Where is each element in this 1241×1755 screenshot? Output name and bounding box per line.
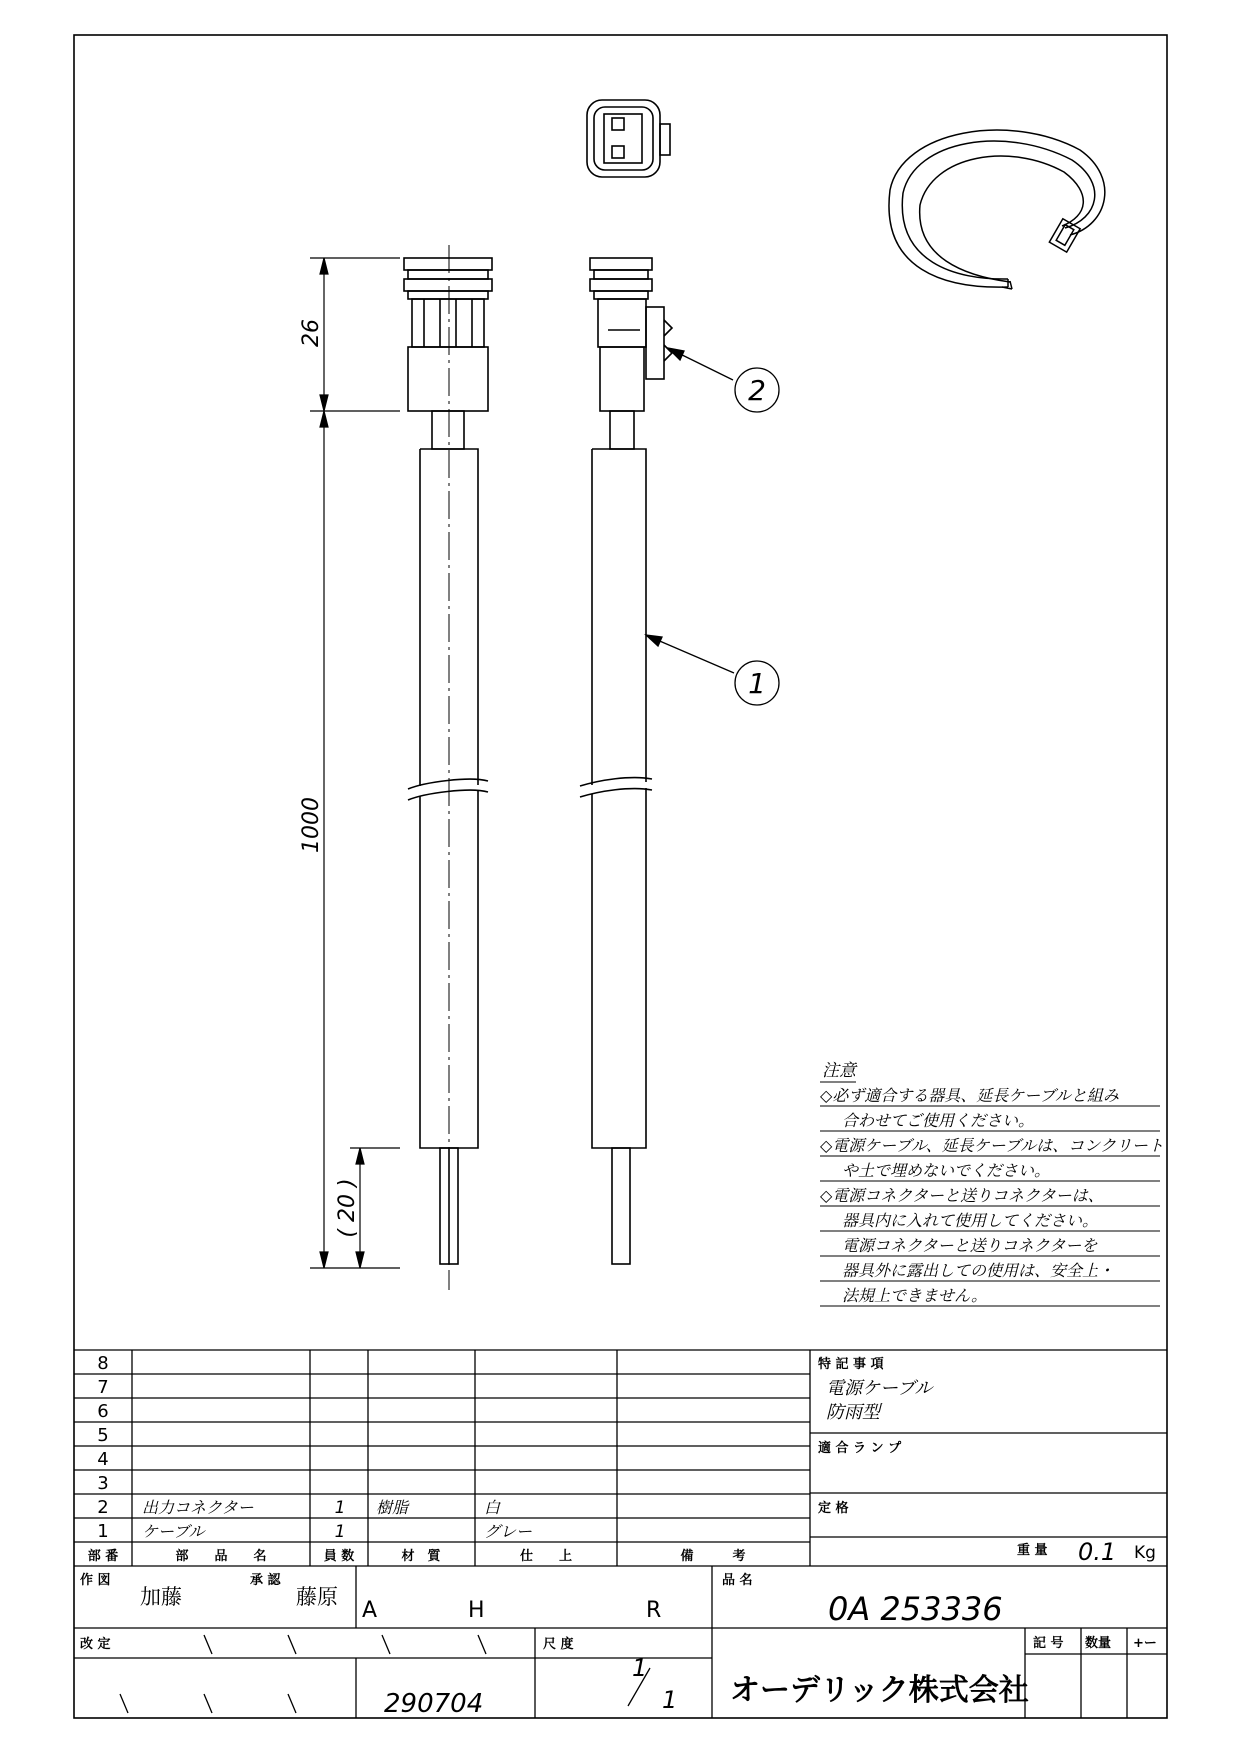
dimension-lines (310, 258, 400, 1268)
cable-side-view (580, 258, 672, 1264)
compatible-lamp-label: 適 合 ラ ン プ (818, 1441, 902, 1456)
note-line-1: ◇必ず適合する器具、延長ケーブルと組み (820, 1086, 1119, 1105)
scale-denominator: 1 (662, 1686, 678, 1714)
symbol-label: 記 号 (1033, 1636, 1064, 1651)
approved-label: 承 認 (250, 1573, 281, 1588)
product-number: 0A 253336 (828, 1590, 1003, 1628)
note-line-9: 法規上できません。 (842, 1286, 987, 1305)
revision-label: 改 定 (80, 1637, 111, 1652)
product-label: 品 名 (722, 1573, 753, 1588)
connector-end-view (587, 100, 670, 177)
callout-1-label: 1 (748, 667, 766, 700)
row-number: 4 (97, 1449, 109, 1470)
dimension-20: ( 20 ) (335, 1178, 360, 1238)
special-notes-line-2: 防雨型 (826, 1402, 880, 1423)
header-finish: 仕 上 (519, 1549, 573, 1564)
part-1-finish: グレー (484, 1522, 533, 1541)
weight-label: 重 量 (1017, 1543, 1048, 1558)
row-number: 2 (97, 1497, 109, 1518)
notes-heading: 注意 (822, 1061, 856, 1081)
part-1-name: ケーブル (142, 1522, 205, 1541)
note-line-5: ◇電源コネクターと送りコネクターは、 (820, 1186, 1104, 1205)
row-number: 6 (97, 1401, 109, 1422)
header-part-no: 部 番 (87, 1549, 119, 1564)
header-remarks: 備 考 (680, 1549, 746, 1564)
plus-minus-label: +ー (1133, 1636, 1157, 1651)
count-label: 数量 (1085, 1636, 1112, 1651)
revision-a: A (362, 1598, 378, 1623)
header-part-name: 部 品 名 (175, 1549, 267, 1564)
dimension-26: 26 (299, 319, 324, 347)
dimension-1000: 1000 (299, 797, 324, 853)
scale-numerator: 1 (632, 1654, 648, 1682)
approved-by: 藤原 (296, 1585, 338, 1609)
part-2-name: 出力コネクター (142, 1498, 254, 1517)
note-line-2: 合わせてご使用ください。 (842, 1111, 1035, 1130)
cable-front-view (404, 245, 492, 1290)
weight-unit: Kg (1134, 1543, 1156, 1563)
part-2-qty: 1 (334, 1498, 346, 1518)
parts-row-numbers (97, 1353, 108, 1542)
note-line-3: ◇電源ケーブル、延長ケーブルは、コンクリート (820, 1136, 1164, 1155)
row-number: 3 (97, 1473, 109, 1494)
scale-label: 尺 度 (543, 1637, 574, 1652)
note-line-8: 器具外に露出しての使用は、安全上・ (842, 1261, 1115, 1280)
special-notes-line-1: 電源ケーブル (826, 1378, 933, 1399)
callout-2-label: 2 (748, 374, 766, 407)
row-number: 8 (97, 1353, 109, 1374)
parts-table-grid (74, 1350, 1167, 1566)
drawing-date: 290704 (384, 1689, 484, 1719)
weight-value: 0.1 (1078, 1538, 1117, 1566)
part-2-material: 樹脂 (376, 1498, 409, 1517)
note-line-6: 器具内に入れて使用してください。 (842, 1211, 1099, 1230)
row-number: 1 (97, 1521, 109, 1542)
note-line-4: や土で埋めないでください。 (842, 1161, 1051, 1180)
part-1-qty: 1 (334, 1522, 346, 1542)
note-line-7: 電源コネクターと送りコネクターを (842, 1236, 1098, 1255)
header-material: 材 質 (401, 1549, 441, 1564)
revision-h: H (468, 1598, 485, 1623)
drawn-by: 加藤 (140, 1585, 182, 1609)
drawn-label: 作 図 (80, 1573, 111, 1588)
rating-label: 定 格 (818, 1501, 849, 1516)
cable-coil-illustration (889, 130, 1105, 289)
company-name: オーデリック株式会社 (730, 1673, 1029, 1708)
part-2-finish: 白 (484, 1498, 501, 1517)
row-number: 7 (97, 1377, 109, 1398)
row-number: 5 (97, 1425, 109, 1446)
revision-r: R (646, 1598, 662, 1623)
header-qty: 員 数 (323, 1549, 355, 1564)
special-notes-label: 特 記 事 項 (818, 1357, 884, 1372)
